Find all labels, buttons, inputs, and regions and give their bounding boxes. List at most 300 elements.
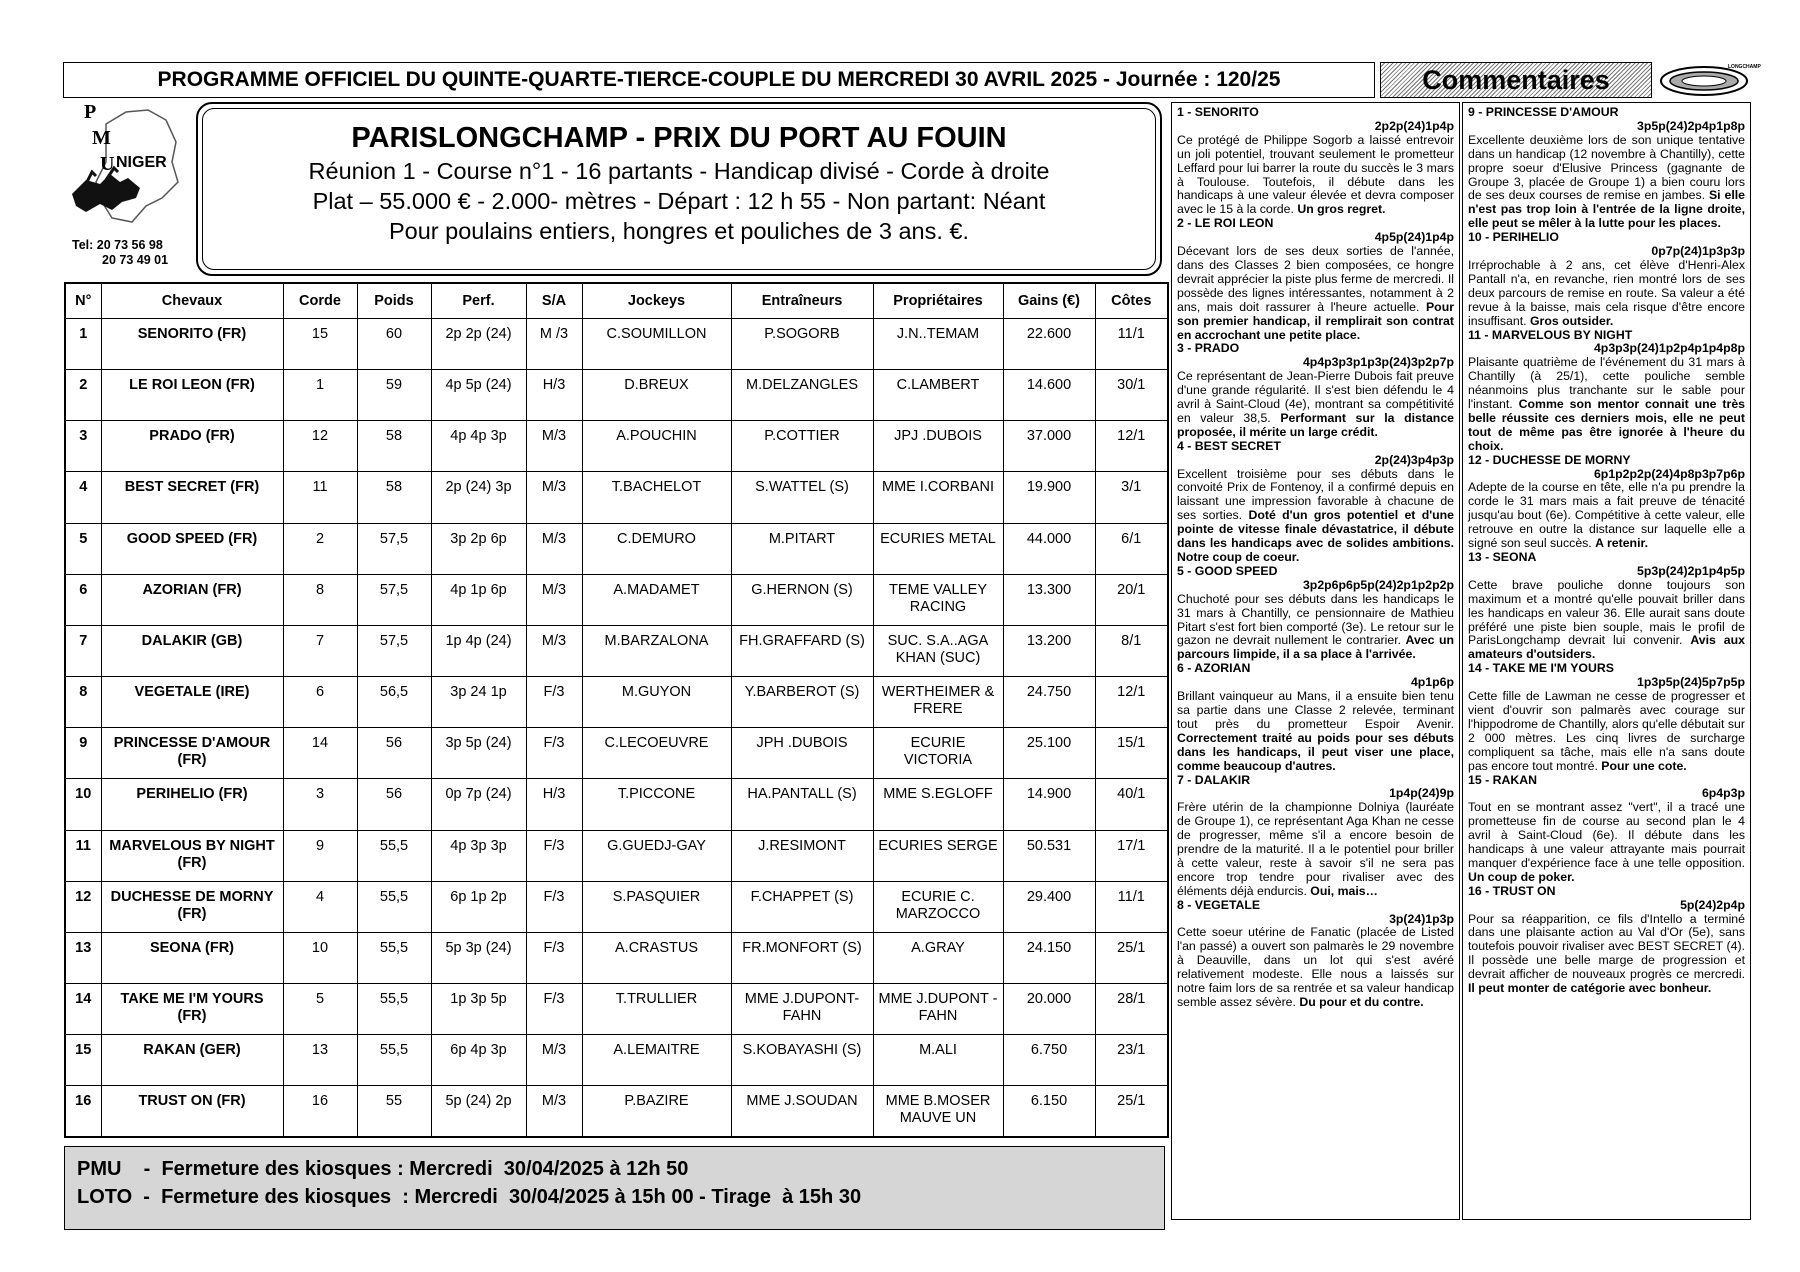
cell-jockey: T.TRULLIER	[582, 984, 731, 1035]
comment-entry	[1177, 662, 1454, 773]
cell-sa: F/3	[526, 728, 582, 779]
cell-trainer: F.CHAPPET (S)	[731, 881, 873, 932]
cell-horse: DALAKIR (GB)	[101, 625, 283, 676]
comments-column-right	[1462, 102, 1751, 1220]
col-header-perf: Perf.	[431, 283, 526, 319]
cell-poids: 55,5	[357, 984, 431, 1035]
col-header-owners: Propriétaires	[873, 283, 1003, 319]
cell-jockey: T.BACHELOT	[582, 472, 731, 523]
logo-letter-p: P	[84, 101, 97, 123]
comment-performance: 4p5p(24)1p4p	[1374, 230, 1454, 245]
cell-corde: 15	[283, 319, 357, 370]
cell-sa: F/3	[526, 881, 582, 932]
cell-owner: MME J.DUPONT -FAHN	[873, 984, 1003, 1035]
cell-gains: 37.000	[1003, 421, 1095, 472]
col-header-trainers: Entraîneurs	[731, 283, 873, 319]
cell-odds: 11/1	[1095, 881, 1168, 932]
table-row	[65, 421, 1168, 472]
cell-trainer: M.PITART	[731, 523, 873, 574]
comment-entry	[1177, 899, 1454, 1010]
cell-perf: 4p 5p (24)	[431, 370, 526, 421]
cell-gains: 25.100	[1003, 728, 1095, 779]
cell-horse: BEST SECRET (FR)	[101, 472, 283, 523]
cell-corde: 9	[283, 830, 357, 881]
cell-odds: 15/1	[1095, 728, 1168, 779]
comment-body: Chuchoté pour ses débuts dans les handicaps le 31 mars à Chantilly, ce pensionnaire de Mathieu Pitart s'est fort bien comporté (3e). Le retour sur le gazon ne devrait nullement le contrarier.	[1177, 591, 1454, 648]
cell-odds: 12/1	[1095, 421, 1168, 472]
comment-body: Excellente deuxième lors de son unique tentative dans un handicap (12 novembre à Chantilly), cette propre soeur d'Elusive Princess (gagnante de Groupe 3, placée de Groupe 1) a bien couru lors de ses deux courses de remise en jambes.	[1468, 132, 1745, 203]
comment-text	[1468, 579, 1745, 662]
cell-horse: VEGETALE (IRE)	[101, 677, 283, 728]
cell-num: 4	[65, 472, 101, 523]
comment-verdict: Correctement traité au poids pour ses débuts dans les handicaps, il peut viser une place, comme beaucoup d'autres.	[1177, 730, 1454, 773]
cell-num: 15	[65, 1035, 101, 1086]
cell-horse: TRUST ON (FR)	[101, 1086, 283, 1137]
cell-odds: 23/1	[1095, 1035, 1168, 1086]
comment-verdict: A retenir.	[1595, 536, 1649, 551]
cell-gains: 14.900	[1003, 779, 1095, 830]
comment-verdict: Gros outsider.	[1529, 313, 1614, 328]
table-row	[65, 779, 1168, 830]
cell-poids: 55	[357, 1086, 431, 1137]
cell-perf: 0p 7p (24)	[431, 779, 526, 830]
cell-perf: 1p 4p (24)	[431, 625, 526, 676]
cell-odds: 6/1	[1095, 523, 1168, 574]
comment-performance: 4p4p3p3p1p3p(24)3p2p7p	[1302, 355, 1454, 370]
cell-corde: 12	[283, 421, 357, 472]
cell-jockey: A.CRASTUS	[582, 932, 731, 983]
cell-jockey: S.PASQUIER	[582, 881, 731, 932]
cell-perf: 6p 4p 3p	[431, 1035, 526, 1086]
cell-gains: 22.600	[1003, 319, 1095, 370]
cell-jockey: A.LEMAITRE	[582, 1035, 731, 1086]
cell-owner: ECURIE VICTORIA	[873, 728, 1003, 779]
cell-num: 12	[65, 881, 101, 932]
col-header-gains: Gains (€)	[1003, 283, 1095, 319]
cell-gains: 50.531	[1003, 830, 1095, 881]
cell-odds: 8/1	[1095, 625, 1168, 676]
comment-verdict: Il peut monter de catégorie avec bonheur.	[1468, 981, 1712, 996]
cell-horse: MARVELOUS BY NIGHT (FR)	[101, 830, 283, 881]
cell-sa: F/3	[526, 830, 582, 881]
comment-entry	[1468, 106, 1745, 231]
cell-owner: WERTHEIMER & FRERE	[873, 677, 1003, 728]
comment-verdict: Performant sur la distance proposée, il mérite un large crédit.	[1177, 410, 1454, 439]
cell-jockey: M.GUYON	[582, 677, 731, 728]
cell-poids: 55,5	[357, 1035, 431, 1086]
pmu-closing: PMU - Fermeture des kiosques : Mercredi 30/04/2025 à 12h 50	[77, 1158, 689, 1180]
comment-horse-heading: 7 - DALAKIR	[1177, 772, 1251, 787]
cell-poids: 57,5	[357, 574, 431, 625]
table-row	[65, 677, 1168, 728]
cell-owner: M.ALI	[873, 1035, 1003, 1086]
comment-body: Excellent troisième pour ses débuts dans le convoité Prix de Fontenoy, il a confirmé depuis en laissant une impression favorable à chacune de ses sorties.	[1177, 466, 1454, 523]
cell-sa: M/3	[526, 1035, 582, 1086]
cell-num: 11	[65, 830, 101, 881]
comment-verdict: Pour son premier handicap, il remplirait son contrat en accrochant une petite place.	[1177, 299, 1454, 342]
closing-times	[64, 1146, 1165, 1230]
cell-gains: 24.750	[1003, 677, 1095, 728]
phone-numbers	[72, 238, 188, 268]
cell-corde: 3	[283, 779, 357, 830]
table-row	[65, 728, 1168, 779]
cell-horse: LE ROI LEON (FR)	[101, 370, 283, 421]
table-row	[65, 881, 1168, 932]
stadium-logo-text: LONGCHAMP	[1728, 64, 1761, 70]
stadium-logo-icon	[1658, 62, 1761, 98]
cell-owner: JPJ .DUBOIS	[873, 421, 1003, 472]
comment-horse-heading: 1 - SENORITO	[1177, 105, 1259, 119]
cell-horse: TAKE ME I'M YOURS (FR)	[101, 984, 283, 1035]
cell-poids: 58	[357, 421, 431, 472]
runners-table	[64, 282, 1169, 1138]
comment-horse-heading: 15 - RAKAN	[1468, 772, 1538, 787]
comment-horse-heading: 4 - BEST SECRET	[1177, 438, 1281, 453]
cell-poids: 57,5	[357, 625, 431, 676]
phone-line-1: Tel: 20 73 56 98	[72, 238, 163, 252]
comment-text	[1468, 690, 1745, 773]
comment-horse-heading: 3 - PRADO	[1177, 341, 1240, 356]
comment-entry	[1468, 885, 1745, 996]
table-row	[65, 625, 1168, 676]
cell-num: 14	[65, 984, 101, 1035]
race-name: PARISLONGCHAMP - PRIX DU PORT AU FOUIN	[351, 122, 1007, 154]
cell-perf: 5p 3p (24)	[431, 932, 526, 983]
cell-poids: 55,5	[357, 881, 431, 932]
cell-num: 13	[65, 932, 101, 983]
comment-horse-heading: 2 - LE ROI LEON	[1177, 216, 1274, 231]
comment-performance: 1p3p5p(24)5p7p5p	[1637, 675, 1745, 690]
comment-text	[1468, 801, 1745, 884]
comment-horse-heading: 11 - MARVELOUS BY NIGHT	[1468, 327, 1633, 342]
cell-jockey: C.LECOEUVRE	[582, 728, 731, 779]
comment-body: Adepte de la course en tête, elle n'a pu prendre la corde le 31 mars mais a fait preuve de ténacité jusqu'au bout (6e). Compétitive à cette valeur, elle retrouve en outre la distance sur laquelle elle a signé son seul succès.	[1468, 480, 1745, 551]
comment-performance: 5p(24)2p4p	[1680, 897, 1745, 912]
table-header-row	[65, 283, 1168, 319]
cell-sa: H/3	[526, 779, 582, 830]
comment-verdict: Un coup de poker.	[1468, 869, 1575, 884]
comment-text	[1177, 245, 1454, 342]
comment-horse-heading: 16 - TRUST ON	[1468, 883, 1556, 898]
comment-body: Pour sa réapparition, ce fils d'Intello a terminé dans une plaisante action au Val d'Or (5e), sans toutefois pouvoir rivaliser avec BEST SECRET (4). Il possède une belle marge de progression et devrait afficher de nouveaux progrès ce mercredi.	[1468, 911, 1745, 982]
logo-letter-u: U	[100, 153, 115, 175]
cell-trainer: M.DELZANGLES	[731, 370, 873, 421]
race-line-3: Pour poulains entiers, hongres et pouliches de 3 ans. €.	[388, 218, 970, 244]
col-header-sa: S/A	[526, 283, 582, 319]
cell-poids: 56	[357, 779, 431, 830]
cell-num: 6	[65, 574, 101, 625]
comment-performance: 3p(24)1p3p	[1389, 911, 1454, 926]
comment-verdict: Comme son mentor connait une très belle réussite ces derniers mois, elle ne peut tout de même pas être ignorée à l'heure du choix.	[1468, 397, 1745, 453]
comment-verdict: Avec un parcours limpide, il a sa place à l'arrivée.	[1177, 633, 1454, 662]
comment-performance: 6p1p2p2p(24)4p8p3p7p6p	[1593, 466, 1745, 481]
cell-sa: M/3	[526, 472, 582, 523]
race-info	[202, 108, 1156, 270]
comment-text	[1177, 690, 1454, 773]
cell-trainer: MME J.DUPONT-FAHN	[731, 984, 873, 1035]
comment-entry	[1468, 231, 1745, 328]
comments-title-banner	[1380, 62, 1652, 98]
cell-horse: PERIHELIO (FR)	[101, 779, 283, 830]
comment-performance: 4p3p3p(24)1p2p4p1p4p8p	[1593, 341, 1745, 356]
table-row	[65, 319, 1168, 370]
cell-horse: DUCHESSE DE MORNY (FR)	[101, 881, 283, 932]
cell-num: 3	[65, 421, 101, 472]
comment-body: Frère utérin de la championne Dolniya (lauréate de Groupe 1), ce représentant Aga Khan ne cesse de progresser, même s'il a encore besoin de prendre de la maturité. Il a le potentiel pour briller à cette valeur, reste à savoir s'il ne sera pas encore trop tendre pour rivaliser avec des éléments déjà endurcis.	[1177, 800, 1454, 898]
cell-horse: SEONA (FR)	[101, 932, 283, 983]
comment-horse-heading: 14 - TAKE ME I'M YOURS	[1468, 661, 1614, 676]
col-header-jockeys: Jockeys	[582, 283, 731, 319]
cell-owner: MME S.EGLOFF	[873, 779, 1003, 830]
table-row	[65, 932, 1168, 983]
cell-owner: MME B.MOSER MAUVE UN	[873, 1086, 1003, 1137]
cell-poids: 58	[357, 472, 431, 523]
cell-corde: 6	[283, 677, 357, 728]
cell-poids: 56,5	[357, 677, 431, 728]
cell-owner: MME I.CORBANI	[873, 472, 1003, 523]
cell-horse: PRINCESSE D'AMOUR (FR)	[101, 728, 283, 779]
comment-horse-heading: 6 - AZORIAN	[1177, 661, 1251, 676]
cell-jockey: P.BAZIRE	[582, 1086, 731, 1137]
comment-text	[1177, 801, 1454, 898]
cell-corde: 10	[283, 932, 357, 983]
cell-poids: 60	[357, 319, 431, 370]
comment-entry	[1468, 329, 1745, 454]
comment-entry	[1177, 106, 1454, 217]
cell-corde: 14	[283, 728, 357, 779]
cell-sa: H/3	[526, 370, 582, 421]
comment-performance: 3p2p6p6p5p(24)2p1p2p2p	[1302, 577, 1454, 592]
cell-gains: 19.900	[1003, 472, 1095, 523]
cell-num: 7	[65, 625, 101, 676]
cell-num: 9	[65, 728, 101, 779]
cell-jockey: A.MADAMET	[582, 574, 731, 625]
comment-verdict: Oui, mais…	[1310, 883, 1378, 898]
col-header-num: N°	[65, 283, 101, 319]
table-row	[65, 523, 1168, 574]
comment-body: Tout en se montrant assez "vert", il a tracé une prometteuse fin de course au second plan le 4 avril à Saint-Cloud (6e). Il débute dans les handicaps à une valeur attrayante mais pourrait manquer d'expérience face à une telle opposition.	[1468, 800, 1745, 870]
comment-horse-heading: 5 - GOOD SPEED	[1177, 563, 1278, 578]
cell-horse: AZORIAN (FR)	[101, 574, 283, 625]
comment-performance: 2p(24)3p4p3p	[1374, 452, 1454, 467]
cell-jockey: G.GUEDJ-GAY	[582, 830, 731, 881]
comment-entry	[1177, 565, 1454, 662]
comment-entry	[1468, 662, 1745, 773]
table-row	[65, 370, 1168, 421]
cell-horse: RAKAN (GER)	[101, 1035, 283, 1086]
comment-entry	[1177, 774, 1454, 899]
cell-gains: 6.750	[1003, 1035, 1095, 1086]
cell-trainer: FH.GRAFFARD (S)	[731, 625, 873, 676]
comment-verdict: Du pour et du contre.	[1299, 995, 1424, 1009]
comment-entry	[1468, 454, 1745, 551]
cell-odds: 25/1	[1095, 932, 1168, 983]
comment-verdict: Doté d'un gros potentiel et d'une pointe de vitesse finale dévastatrice, il débute dans les handicaps avec de solides ambitions. Notre coup de coeur.	[1177, 508, 1455, 564]
cell-sa: F/3	[526, 677, 582, 728]
cell-sa: M/3	[526, 574, 582, 625]
comment-text	[1177, 593, 1454, 663]
cell-sa: M/3	[526, 625, 582, 676]
cell-jockey: C.SOUMILLON	[582, 319, 731, 370]
comment-verdict: Pour une cote.	[1601, 758, 1687, 773]
comment-text	[1468, 134, 1745, 231]
cell-odds: 3/1	[1095, 472, 1168, 523]
cell-trainer: G.HERNON (S)	[731, 574, 873, 625]
cell-owner: ECURIE C. MARZOCCO	[873, 881, 1003, 932]
cell-odds: 25/1	[1095, 1086, 1168, 1137]
comment-text	[1177, 134, 1454, 217]
cell-corde: 16	[283, 1086, 357, 1137]
table-row	[65, 984, 1168, 1035]
cell-owner: A.GRAY	[873, 932, 1003, 983]
cell-jockey: M.BARZALONA	[582, 625, 731, 676]
cell-gains: 44.000	[1003, 523, 1095, 574]
cell-perf: 4p 1p 6p	[431, 574, 526, 625]
comment-text	[1177, 370, 1454, 440]
cell-odds: 12/1	[1095, 677, 1168, 728]
comment-text	[1177, 468, 1454, 565]
col-header-odds: Côtes	[1095, 283, 1168, 319]
cell-num: 10	[65, 779, 101, 830]
comment-verdict: Avis aux amateurs d'outsiders.	[1468, 633, 1745, 662]
cell-perf: 6p 1p 2p	[431, 881, 526, 932]
comments-title: Commentaires	[1422, 64, 1610, 95]
table-row	[65, 574, 1168, 625]
cell-perf: 3p 5p (24)	[431, 728, 526, 779]
table-row	[65, 1086, 1168, 1137]
comment-performance: 6p4p3p	[1701, 786, 1745, 801]
cell-trainer: P.COTTIER	[731, 421, 873, 472]
table-row	[65, 830, 1168, 881]
comment-entry	[1468, 551, 1745, 662]
comment-body: Ce protégé de Philippe Sogorb a laissé entrevoir un joli potentiel, trouvant seulement le prometteur Leffard pour lui barrer la route du succès le 3 mars à Toulouse. Toutefois, il débute dans les handicaps à une valeur élevée et devra composer avec le 15 à la corde.	[1177, 132, 1454, 217]
cell-jockey: C.DEMURO	[582, 523, 731, 574]
comment-entry	[1468, 774, 1745, 885]
cell-poids: 55,5	[357, 830, 431, 881]
cell-corde: 8	[283, 574, 357, 625]
cell-poids: 56	[357, 728, 431, 779]
cell-sa: M/3	[526, 1086, 582, 1137]
cell-trainer: Y.BARBEROT (S)	[731, 677, 873, 728]
comment-body: Décevant lors de ses deux sorties de l'année, dans des Classes 2 bien composées, ce hongre devrait apprécier la piste plus ferme de mercredi. Il possède des lignes intéressantes, notamment à 2 ans, mais doit rassurer à l'heure actuelle.	[1177, 244, 1454, 314]
cell-odds: 17/1	[1095, 830, 1168, 881]
cell-odds: 11/1	[1095, 319, 1168, 370]
comment-performance: 0p7p(24)1p3p3p	[1651, 244, 1745, 259]
cell-num: 8	[65, 677, 101, 728]
cell-corde: 4	[283, 881, 357, 932]
pmu-niger-logo-icon	[66, 102, 182, 240]
comment-horse-heading: 10 - PERIHELIO	[1468, 230, 1559, 245]
comment-text	[1468, 259, 1745, 329]
comment-body: Cette soeur utérine de Fanatic (placée de Listed l'an passé) a ouvert son palmarès le 29 novembre à Deauville, dans un lot qui s'est avéré relativement modeste. Elle nous a laissés sur notre faim lors de sa rentrée et sa valeur handicap semble assez sévère.	[1177, 925, 1454, 1009]
comment-horse-heading: 8 - VEGETALE	[1177, 897, 1261, 912]
cell-trainer: S.KOBAYASHI (S)	[731, 1035, 873, 1086]
logo-niger: NIGER	[116, 154, 167, 171]
cell-num: 2	[65, 370, 101, 421]
cell-gains: 24.150	[1003, 932, 1095, 983]
cell-perf: 5p (24) 2p	[431, 1086, 526, 1137]
col-header-corde: Corde	[283, 283, 357, 319]
cell-trainer: P.SOGORB	[731, 319, 873, 370]
cell-trainer: JPH .DUBOIS	[731, 728, 873, 779]
comment-performance: 1p4p(24)9p	[1389, 786, 1454, 801]
cell-gains: 14.600	[1003, 370, 1095, 421]
comment-text	[1468, 481, 1745, 551]
cell-poids: 59	[357, 370, 431, 421]
cell-gains: 29.400	[1003, 881, 1095, 932]
cell-poids: 57,5	[357, 523, 431, 574]
comment-body: Plaisante quatrième de l'événement du 31 mars à Chantilly (à 25/1), cette pouliche semble néanmoins plus tranchante sur le sable pour l'instant.	[1468, 355, 1745, 412]
cell-jockey: A.POUCHIN	[582, 421, 731, 472]
cell-trainer: S.WATTEL (S)	[731, 472, 873, 523]
cell-sa: M /3	[526, 319, 582, 370]
cell-odds: 40/1	[1095, 779, 1168, 830]
comment-horse-heading: 13 - SEONA	[1468, 550, 1537, 564]
comment-body: Cette brave pouliche donne toujours son maximum et a montré qu'elle pouvait briller dans les handicaps en valeur 36. Elle aurait sans doute préféré une piste bien souple, mais le profil de ParisLongchamp devrait lui convenir.	[1468, 577, 1745, 648]
logo-letter-m: M	[92, 127, 111, 149]
cell-corde: 2	[283, 523, 357, 574]
cell-sa: M/3	[526, 421, 582, 472]
comment-verdict: Si elle n'est pas trop loin à l'entrée de la ligne droite, elle peut se mêler à la lutte pour les places.	[1468, 188, 1746, 231]
cell-trainer: MME J.SOUDAN	[731, 1086, 873, 1137]
cell-trainer: J.RESIMONT	[731, 830, 873, 881]
phone-line-2: 20 73 49 01	[102, 253, 169, 267]
cell-horse: PRADO (FR)	[101, 421, 283, 472]
cell-sa: M/3	[526, 523, 582, 574]
comment-text	[1468, 913, 1745, 996]
loto-closing: LOTO - Fermeture des kiosques : Mercredi 30/04/2025 à 15h 00 - Tirage à 15h 30	[77, 1186, 862, 1208]
cell-gains: 20.000	[1003, 984, 1095, 1035]
cell-num: 5	[65, 523, 101, 574]
cell-owner: SUC. S.A..AGA KHAN (SUC)	[873, 625, 1003, 676]
cell-owner: TEME VALLEY RACING	[873, 574, 1003, 625]
cell-perf: 4p 4p 3p	[431, 421, 526, 472]
comment-entry	[1177, 440, 1454, 565]
table-row	[65, 472, 1168, 523]
comment-entry	[1177, 217, 1454, 342]
cell-perf: 2p (24) 3p	[431, 472, 526, 523]
comment-text	[1177, 926, 1454, 1009]
comment-body: Cette fille de Lawman ne cesse de progresser et vient d'ouvrir son palmarès avec courage sur l'hippodrome de Chantilly, alors qu'elle débutait sur 2 000 mètres. Les cinq livres de surcharge compliquent sa tâche, mais elle n'a sans doute pas encore tout montré.	[1468, 689, 1745, 773]
cell-perf: 1p 3p 5p	[431, 984, 526, 1035]
comment-performance: 5p3p(24)2p1p4p5p	[1637, 563, 1745, 578]
comment-performance: 3p5p(24)2p4p1p8p	[1637, 118, 1745, 133]
cell-corde: 5	[283, 984, 357, 1035]
comment-text	[1468, 356, 1745, 453]
comment-entry	[1177, 342, 1454, 439]
cell-owner: C.LAMBERT	[873, 370, 1003, 421]
comment-horse-heading: 9 - PRINCESSE D'AMOUR	[1468, 105, 1619, 119]
program-title-text: PROGRAMME OFFICIEL DU QUINTE-QUARTE-TIERCE-COUPLE DU MERCREDI 30 AVRIL 2025 - Journée : 120/25	[157, 68, 1281, 91]
cell-odds: 28/1	[1095, 984, 1168, 1035]
comment-performance: 2p2p(24)1p4p	[1374, 118, 1454, 133]
cell-num: 16	[65, 1086, 101, 1137]
comment-verdict: Un gros regret.	[1297, 202, 1386, 217]
cell-corde: 1	[283, 370, 357, 421]
cell-num: 1	[65, 319, 101, 370]
comment-horse-heading: 12 - DUCHESSE DE MORNY	[1468, 452, 1631, 467]
cell-jockey: T.PICCONE	[582, 779, 731, 830]
cell-poids: 55,5	[357, 932, 431, 983]
cell-gains: 13.200	[1003, 625, 1095, 676]
cell-jockey: D.BREUX	[582, 370, 731, 421]
comments-column-left	[1171, 102, 1460, 1220]
cell-gains: 13.300	[1003, 574, 1095, 625]
cell-sa: F/3	[526, 984, 582, 1035]
comment-performance: 4p1p6p	[1410, 675, 1454, 690]
cell-trainer: HA.PANTALL (S)	[731, 779, 873, 830]
cell-perf: 4p 3p 3p	[431, 830, 526, 881]
